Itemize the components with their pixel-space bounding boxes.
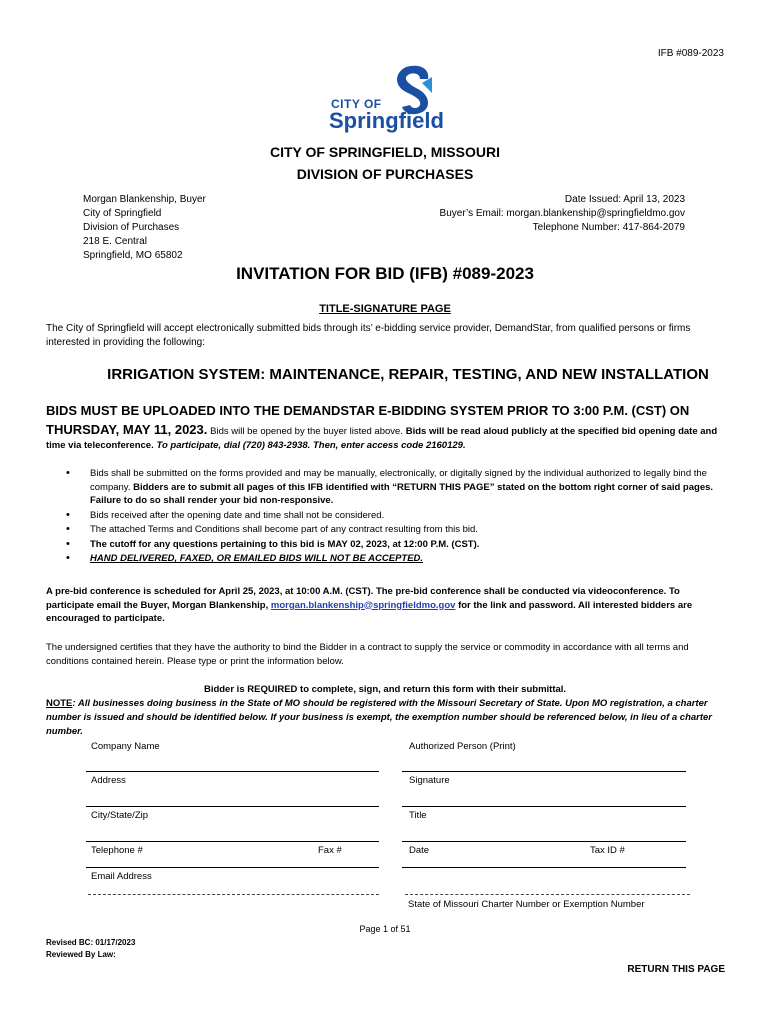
title-field[interactable] [402, 841, 686, 842]
note-text: : All businesses doing business in the State of MO should be registered with the Missouri Secretary of State. Upon MO registration, a charter number is issued and should be identified below. If your business is exempt, the exemption number should be referenced below, in lieu of a charter number. [46, 698, 713, 737]
signature-page-title: TITLE-SIGNATURE PAGE [319, 303, 451, 315]
prebid-text-end: for the link and password. All interested bidders are encouraged to participate. [46, 599, 693, 624]
note-label: NOTE [46, 698, 73, 709]
city-state-zip-field[interactable] [86, 841, 379, 842]
telephone-number: Telephone Number: 417-864-2079 [532, 222, 685, 233]
telephone-fax-field[interactable] [86, 867, 379, 868]
list-item [66, 538, 728, 552]
note-paragraph [46, 697, 716, 739]
telephone-label: Telephone # [91, 845, 143, 856]
bullet-text: Bids shall be submitted on the forms provided and may be manually, electronically, or digitally signed by the individual authorized to legally bind the company. [90, 468, 707, 493]
logo-springfield: Springfield [329, 108, 444, 133]
buyer-line: Springfield, MO 65802 [83, 250, 183, 261]
read-aloud-text: Bids will be read aloud publicly at the specified bid opening date and time via teleconference. [46, 426, 718, 451]
bullet-text: Bids received after the opening date and time shall not be considered. [90, 509, 385, 521]
buyer-email-link[interactable]: morgan.blankenship@springfieldmo.gov [270, 599, 456, 611]
company-name-label: Company Name [91, 741, 160, 752]
fax-label: Fax # [318, 845, 342, 856]
date-tax-id-field[interactable] [402, 867, 686, 868]
buyer-address-block [83, 193, 206, 263]
buyer-line: Division of Purchases [83, 222, 180, 233]
list-item [66, 509, 728, 523]
required-text: Bidder is REQUIRED to complete, sign, and return this form with their submittal. [203, 684, 567, 695]
bids-opened-text: Bids will be opened by the buyer listed above. [210, 426, 403, 437]
email-address-label: Email Address [91, 871, 152, 882]
list-item [66, 467, 728, 508]
issue-info-block [365, 193, 685, 235]
tax-id-label: Tax ID # [590, 845, 625, 856]
return-this-page-label: RETURN THIS PAGE [627, 964, 725, 975]
deadline-block [46, 401, 726, 453]
bullet-text: The attached Terms and Conditions shall become part of any contract resulting from this bid. [90, 524, 478, 535]
city-title: CITY OF SPRINGFIELD, MISSOURI [270, 144, 500, 160]
city-logo [328, 63, 444, 137]
dial-in-text: To participate, dial (720) 843-2938. Then, enter access code 2160129. [156, 440, 466, 451]
bullet-text: HAND DELIVERED, FAXED, OR EMAILED BIDS WILL NOT BE ACCEPTED. [90, 553, 424, 564]
address-field[interactable] [86, 806, 379, 807]
company-name-field[interactable] [86, 771, 379, 772]
intro-text: The City of Springfield will accept electronically submitted bids through its’ e-bidding service provider, DemandStar, from qualified persons or firms interested in providing the following: [46, 323, 691, 348]
bullet-text: The cutoff for any questions pertaining to this bid is MAY 02, 2023, at 12:00 P.M. (CST). [90, 538, 480, 550]
list-item [66, 552, 728, 566]
charter-number-label: State of Missouri Charter Number or Exemption Number [408, 899, 645, 910]
address-label: Address [91, 775, 126, 786]
authorized-person-label: Authorized Person (Print) [409, 741, 516, 752]
date-issued: Date Issued: April 13, 2023 [564, 194, 685, 205]
logo-city-of: CITY OF [331, 97, 382, 111]
prebid-paragraph [46, 585, 728, 626]
charter-number-field[interactable] [405, 894, 690, 895]
deadline-headline: BIDS MUST BE UPLOADED INTO THE DEMANDSTAR E-BIDDING SYSTEM PRIOR TO 3:00 P.M. (CST) ON THURSDAY, MAY 11, 2023. [46, 403, 690, 437]
buyer-email: Buyer’s Email: morgan.blankenship@springfieldmo.gov [439, 208, 685, 219]
list-item [66, 523, 728, 537]
prebid-text: A pre-bid conference is scheduled for April 25, 2023, at 10:00 A.M. (CST). The pre-bid conference shall be conducted via videoconference. To participate email the Buyer, Morgan Blankenship, [46, 586, 680, 611]
buyer-line: Morgan Blankenship, Buyer [83, 194, 206, 205]
invitation-title: INVITATION FOR BID (IFB) #089-2023 [236, 264, 534, 283]
email-address-field[interactable] [88, 894, 379, 895]
buyer-line: City of Springfield [83, 208, 162, 219]
page-number: Page 1 of 51 [359, 924, 411, 934]
revised-date: Revised BC: 01/17/2023 [46, 938, 136, 947]
certify-text: The undersigned certifies that they have the authority to bind the Bidder in a contract to supply the service or commodity in accordance with all terms and conditions contained herein. Please type or print the information below. [46, 642, 689, 667]
signature-field[interactable] [402, 806, 686, 807]
authorized-person-field[interactable] [402, 771, 686, 772]
signature-label: Signature [409, 775, 450, 786]
title-label: Title [409, 810, 427, 821]
city-state-zip-label: City/State/Zip [91, 810, 149, 821]
division-title: DIVISION OF PURCHASES [296, 166, 474, 182]
project-title: IRRIGATION SYSTEM: MAINTENANCE, REPAIR, TESTING, AND NEW INSTALLATION [107, 366, 709, 383]
instructions-list [66, 467, 728, 567]
reviewed-by-law: Reviewed By Law: [46, 950, 116, 959]
ifb-reference: IFB #089-2023 [657, 48, 724, 59]
buyer-line: 218 E. Central [83, 236, 147, 247]
date-label: Date [409, 845, 430, 856]
bullet-text-bold: Bidders are to submit all pages of this IFB identified with “RETURN THIS PAGE” stated on the bottom right corner of said pages. Failure to do so shall render your bid non-responsive. [90, 481, 714, 506]
